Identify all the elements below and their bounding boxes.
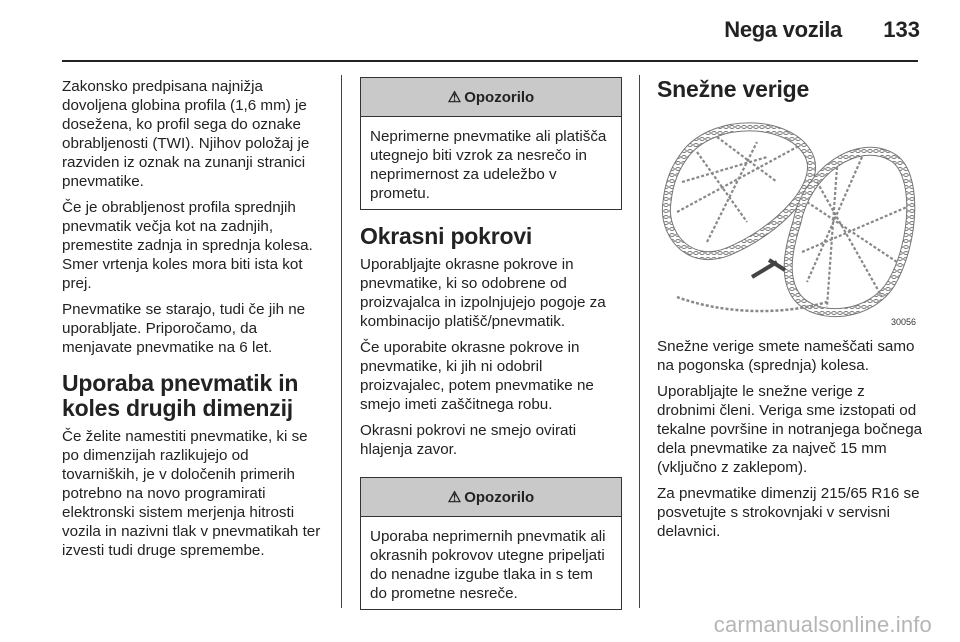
hubcaps-paragraph-1: Uporabljajte okrasne pokrove in pnevmatike, ki so odobrene od proizvajalca in izpolnjujejo pogoje za kombinacijo platišč/pnevmatik. xyxy=(360,256,606,330)
snow-chains-paragraph-3: Za pnevmatike dimenzij 215/65 R16 se posvetujte s strokovnjaki v servisni delavnici. xyxy=(657,485,920,540)
snow-chains-paragraph-2: Uporabljajte le snežne verige z drobnimi členi. Veriga sme izstopati od tekalne površine in notranjega bočnega dela pnevmatike za največ 15 mm (vključno z zaklepom). xyxy=(657,383,923,476)
page-number: 133 xyxy=(883,17,920,42)
snow-chains-illustration xyxy=(657,112,920,330)
tread-depth-paragraph: Zakonsko predpisana najnižja dovoljena globina profila (1,6 mm) je dosežena, ko profil sega do oznake obrabljenosti (TWI). Njihov položaj je razviden iz oznak na zunanji stranici pnevmatike. xyxy=(62,78,310,190)
column-1 xyxy=(62,77,328,567)
column-divider-1 xyxy=(341,75,342,608)
warning-header xyxy=(361,78,621,117)
other-dimensions-paragraph: Če želite namestiti pnevmatike, ki se po dimenzijah razlikujejo od tovarniških, je v določenih primerih potrebno na novo programirati elektronski sistem merjenja hitrosti vozila in nazivni tlak v pnevmatikah ter izvesti tudi druge spremembe. xyxy=(62,428,321,559)
warning-triangle-icon: ⚠ xyxy=(447,88,462,106)
warning-box-tires xyxy=(360,77,622,210)
column-divider-2 xyxy=(639,75,640,608)
hubcaps-heading: Okrasni pokrovi xyxy=(360,223,533,249)
hubcaps-paragraph-3: Okrasni pokrovi ne smejo ovirati hlajenja zavor. xyxy=(360,422,577,458)
header-divider xyxy=(62,60,918,62)
warning-header xyxy=(361,478,621,517)
watermark-text: carmanualsonline.info xyxy=(713,612,932,637)
snow-chains-heading: Snežne verige xyxy=(657,76,810,102)
warning-triangle-icon: ⚠ xyxy=(447,488,462,506)
snow-chains-paragraph-1: Snežne verige smete nameščati samo na pogonska (sprednja) kolesa. xyxy=(657,338,915,374)
warning-box-hubcaps xyxy=(360,477,622,610)
warning-text: Uporaba neprimernih pnevmatik ali okrasnih pokrovov utegne pripeljati do nenadne izgube tlaka in s tem do prometne nesreče. xyxy=(370,528,606,602)
warning-title: Opozorilo xyxy=(464,488,535,506)
section-title: Nega vozila xyxy=(724,17,842,42)
tire-age-paragraph: Pnevmatike se starajo, tudi če jih ne uporabljate. Priporočamo, da menjavate pnevmatike na 6 let. xyxy=(62,301,306,356)
warning-title: Opozorilo xyxy=(464,88,535,106)
hubcaps-paragraph-2: Če uporabite okrasne pokrove in pnevmatike, ki jih ni odobril proizvajalec, potem pnevmatike ne smejo imeti zaščitnega robu. xyxy=(360,339,594,413)
warning-text: Neprimerne pnevmatike ali platišča utegnejo biti vzrok za nesrečo in neprimernost za udeležbo v prometu. xyxy=(370,128,607,202)
image-code: 30056 xyxy=(890,317,916,327)
tire-rotation-paragraph: Če je obrabljenost profila sprednjih pnevmatik večja kot na zadnjih, premestite zadnja in sprednja kolesa. Smer vrtenja koles mora biti ista kot prej. xyxy=(62,199,313,292)
column-3 xyxy=(657,77,923,548)
other-dimensions-heading: Uporaba pnevmatik in koles drugih dimenzij xyxy=(62,370,299,421)
column-2 xyxy=(360,77,622,610)
